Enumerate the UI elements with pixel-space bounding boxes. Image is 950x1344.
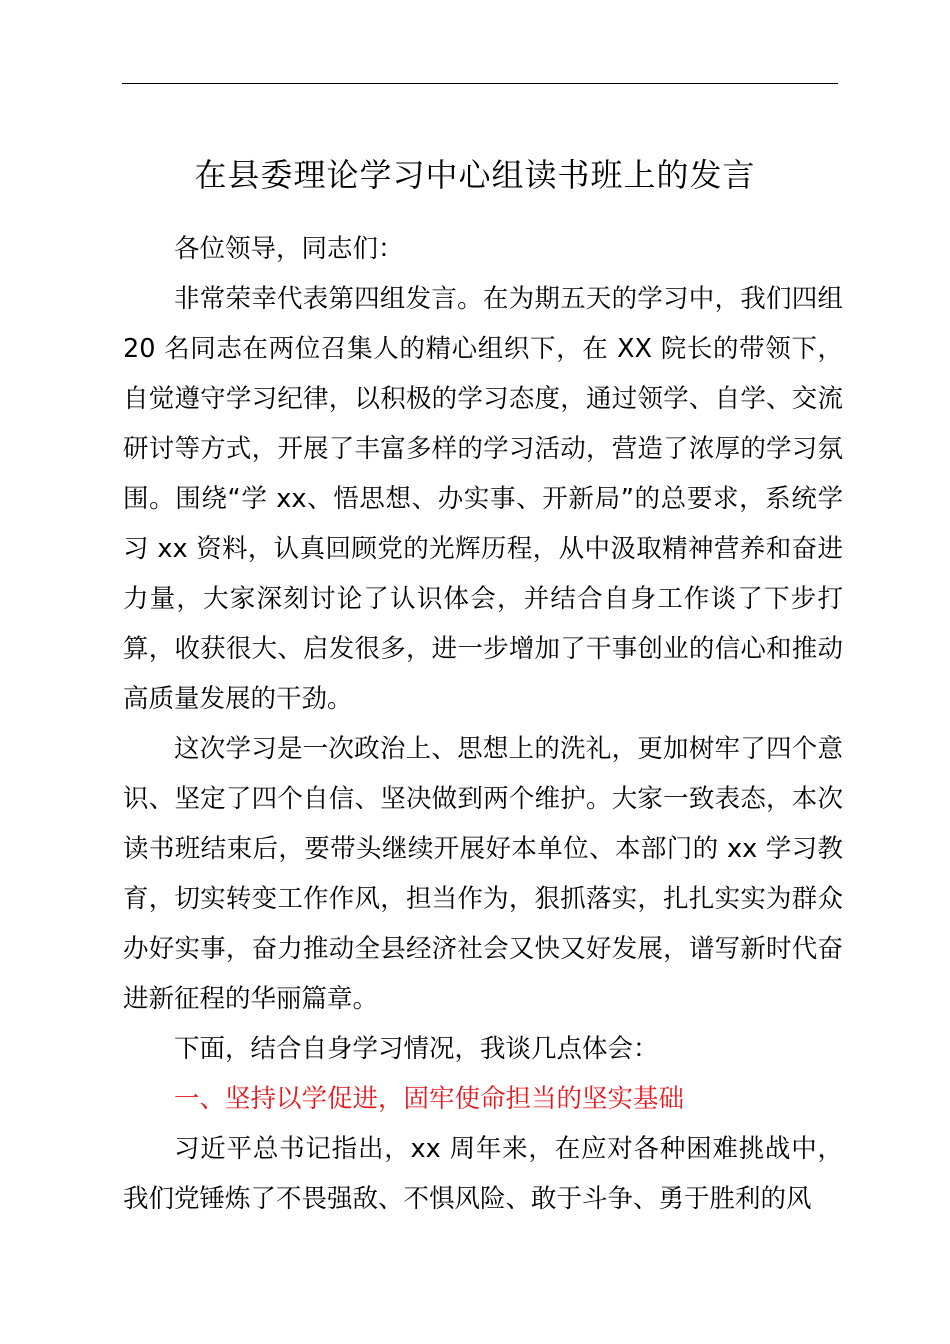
body-paragraph: 下面，结合自身学习情况，我谈几点体会： bbox=[174, 1034, 659, 1064]
salutation: 各位领导，同志们： bbox=[174, 234, 404, 264]
body-paragraph: 这次学习是一次政治上、思想上的洗礼，更加树牢了四个意识、坚定了四个自信、坚决做到两个维护。大家一致表态，本次读书班结束后，要带头继续开展好本单位、本部门的 xx 学习教育，切实转变工作作风，担当作为，狠抓落实，扎扎实实为群众办好实事，奋力推动全县经济社会又快又好发展，谱写新时代奋进新征程的华丽篇章。 bbox=[123, 734, 843, 1014]
body-paragraph: 习近平总书记指出，xx 周年来，在应对各种困难挑战中，我们党锤炼了不畏强敌、不惧风险、敢于斗争、勇于胜利的风 bbox=[123, 1134, 843, 1214]
body-paragraph: 非常荣幸代表第四组发言。在为期五天的学习中，我们四组 20 名同志在两位召集人的精心组织下，在 XX 院长的带领下，自觉遵守学习纪律，以积极的学习态度，通过领学、自学、交流研讨等方式，开展了丰富多样的学习活动，营造了浓厚的学习氛围。围绕“学 xx、悟思想、办实事、开新局”的总要求，系统学习 xx 资料，认真回顾党的光辉历程，从中汲取精神营养和奋进力量，大家深刻讨论了认识体会，并结合自身工作谈了下步打算，收获很大、启发很多，进一步增加了干事创业的信心和推动高质量发展的干劲。 bbox=[123, 284, 843, 714]
document-body bbox=[123, 224, 843, 1224]
section-heading: 一、坚持以学促进，固牢使命担当的坚实基础 bbox=[174, 1084, 685, 1114]
document-title: 在县委理论学习中心组读书班上的发言 bbox=[194, 156, 756, 194]
header-rule bbox=[122, 83, 838, 84]
